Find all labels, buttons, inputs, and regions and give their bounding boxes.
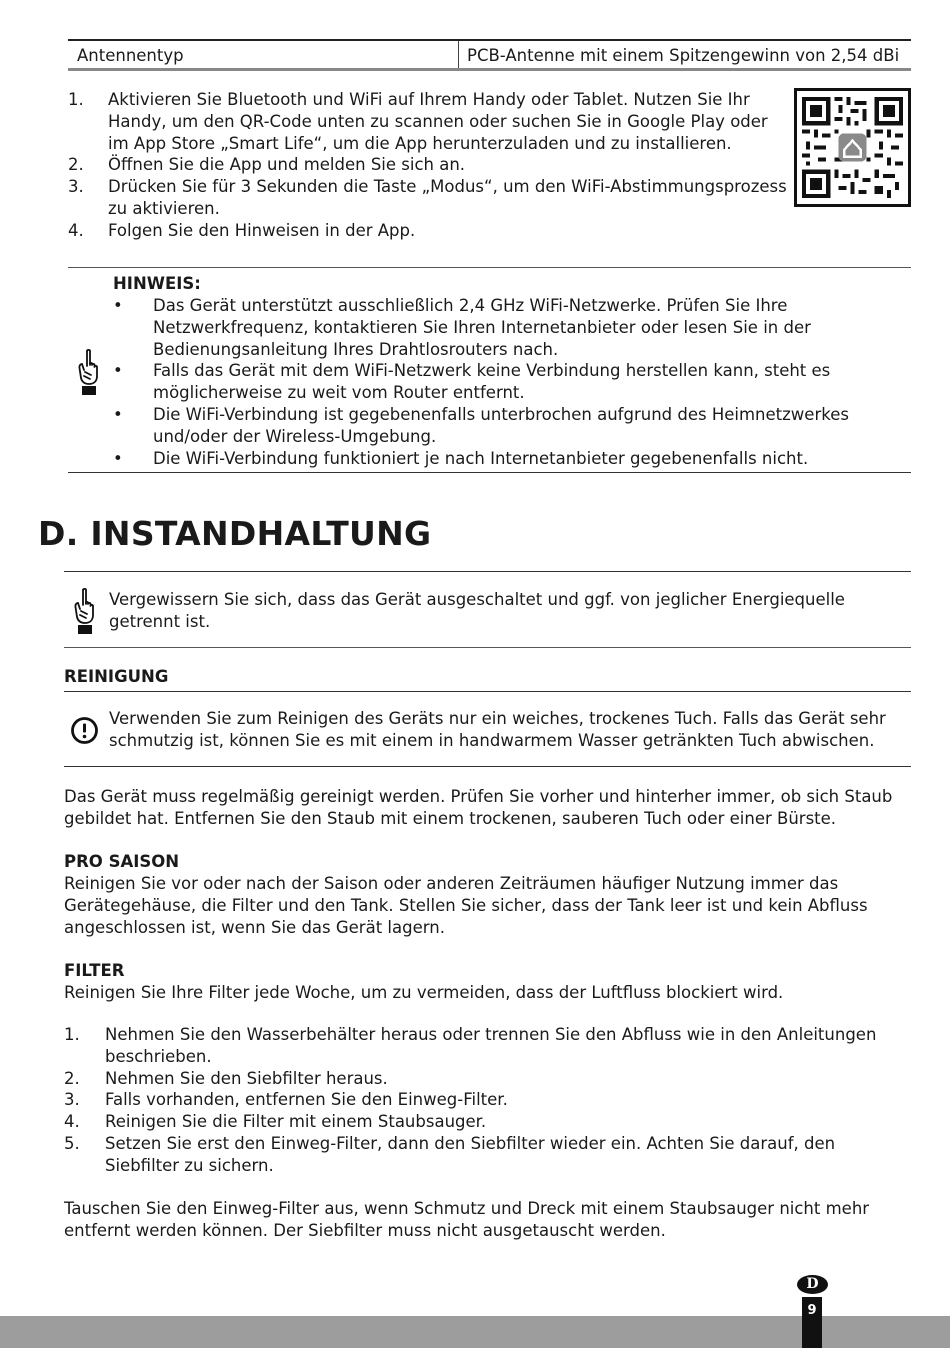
list-item: 4. Folgen Sie den Hinweisen in der App.	[68, 220, 416, 240]
divider	[64, 647, 911, 648]
divider	[68, 267, 911, 268]
divider	[64, 766, 911, 767]
cleaning-paragraph: Das Gerät muss regelmäßig gereinigt werden. Prüfen Sie vorher und hinterher immer, ob sich Staub gebildet hat. Entfernen Sie den Staub mit einem trockenen, sauberen Tuch oder einer Bürste.	[64, 787, 893, 828]
divider	[68, 472, 911, 473]
page-number: 9	[802, 1297, 822, 1348]
list-item: • Die WiFi-Verbindung ist gegebenenfalls unterbrochen aufgrund des Heimnetzwerkes und/oder der Wireless-Umgebung.	[113, 404, 849, 446]
filter-steps	[64, 1024, 914, 1177]
warning-text: Vergewissern Sie sich, dass das Gerät ausgeschaltet und ggf. von jeglicher Energiequelle getrennt ist.	[109, 590, 845, 631]
exclamation-circle-icon	[70, 716, 99, 751]
spec-label: Antennentyp	[68, 41, 459, 68]
section-title: D. INSTANDHALTUNG	[38, 514, 432, 553]
divider	[64, 571, 911, 572]
season-text: Reinigen Sie vor oder nach der Saison oder anderen Zeiträumen häufiger Nutzung immer das Gerätegehäuse, die Filter und den Tank. Stellen Sie sicher, dass der Tank leer ist und kein Abfluss angeschlossen ist, wenn Sie das Gerät lagern.	[64, 874, 868, 937]
list-item: • Falls das Gerät mit dem WiFi-Netzwerk keine Verbindung herstellen kann, steht es möglicherweise zu weit vom Router entfernt.	[113, 361, 831, 403]
list-item: 1. Nehmen Sie den Wasserbehälter heraus oder trennen Sie den Abfluss wie in den Anleitungen beschrieben.	[64, 1025, 877, 1066]
list-item: • Das Gerät unterstützt ausschließlich 2,4 GHz WiFi-Netzwerke. Prüfen Sie Ihre Netzwerkfrequenz, kontaktieren Sie Ihren Internetanbieter oder lesen Sie in der Bedienungsanleitung Ihres Drahtlosrouters nach.	[113, 296, 811, 359]
list-item: 5. Setzen Sie erst den Einweg-Filter, dann den Siebfilter wieder ein. Achten Sie darauf, den Siebfilter zu sichern.	[64, 1133, 836, 1175]
caution-text: Verwenden Sie zum Reinigen des Geräts nur ein weiches, trockenes Tuch. Falls das Gerät sehr schmutzig ist, können Sie es mit einem in handwarmem Wasser getränkten Tuch abwischen.	[109, 709, 886, 750]
cleaning-heading: REINIGUNG	[64, 667, 169, 686]
list-item: 1. Aktivieren Sie Bluetooth und WiFi auf Ihrem Handy oder Tablet. Nutzen Sie Ihr Handy, um den QR-Code unten zu scannen oder suchen Sie in Google Play oder im App Store „Smart Life“, um die App herunterzuladen und zu installieren.	[68, 90, 768, 153]
list-item: 2. Nehmen Sie den Siebfilter heraus.	[64, 1068, 388, 1088]
filter-closing: Tauschen Sie den Einweg-Filter aus, wenn Schmutz und Dreck mit einem Staubsauger nicht mehr entfernt werden können. Der Siebfilter muss nicht ausgetauscht werden.	[64, 1199, 870, 1240]
list-item: 3. Drücken Sie für 3 Sekunden die Taste „Modus“, um den WiFi-Abstimmungsprozess zu aktivieren.	[68, 177, 787, 218]
note-list	[113, 295, 903, 469]
list-item: 2. Öffnen Sie die App und melden Sie sich an.	[68, 155, 466, 175]
list-item: • Die WiFi-Verbindung funktioniert je nach Internetanbieter gegebenenfalls nicht.	[113, 448, 809, 468]
filter-heading: FILTER	[64, 961, 125, 980]
divider	[64, 691, 911, 692]
pointing-hand-icon	[76, 348, 102, 402]
filter-intro: Reinigen Sie Ihre Filter jede Woche, um zu vermeiden, dass der Luftfluss blockiert wird.	[64, 983, 784, 1002]
spec-table	[68, 39, 911, 71]
spec-value: PCB-Antenne mit einem Spitzengewinn von 2,54 dBi	[467, 46, 900, 65]
list-item: 4. Reinigen Sie die Filter mit einem Staubsauger.	[64, 1112, 487, 1132]
app-setup-steps	[68, 89, 788, 242]
season-heading: PRO SAISON	[64, 852, 180, 871]
qr-code-icon	[794, 88, 911, 207]
note-title: HINWEIS:	[113, 274, 201, 293]
pointing-hand-icon	[72, 587, 98, 641]
list-item: 3. Falls vorhanden, entfernen Sie den Einweg-Filter.	[64, 1090, 508, 1110]
language-badge: D	[797, 1275, 828, 1294]
